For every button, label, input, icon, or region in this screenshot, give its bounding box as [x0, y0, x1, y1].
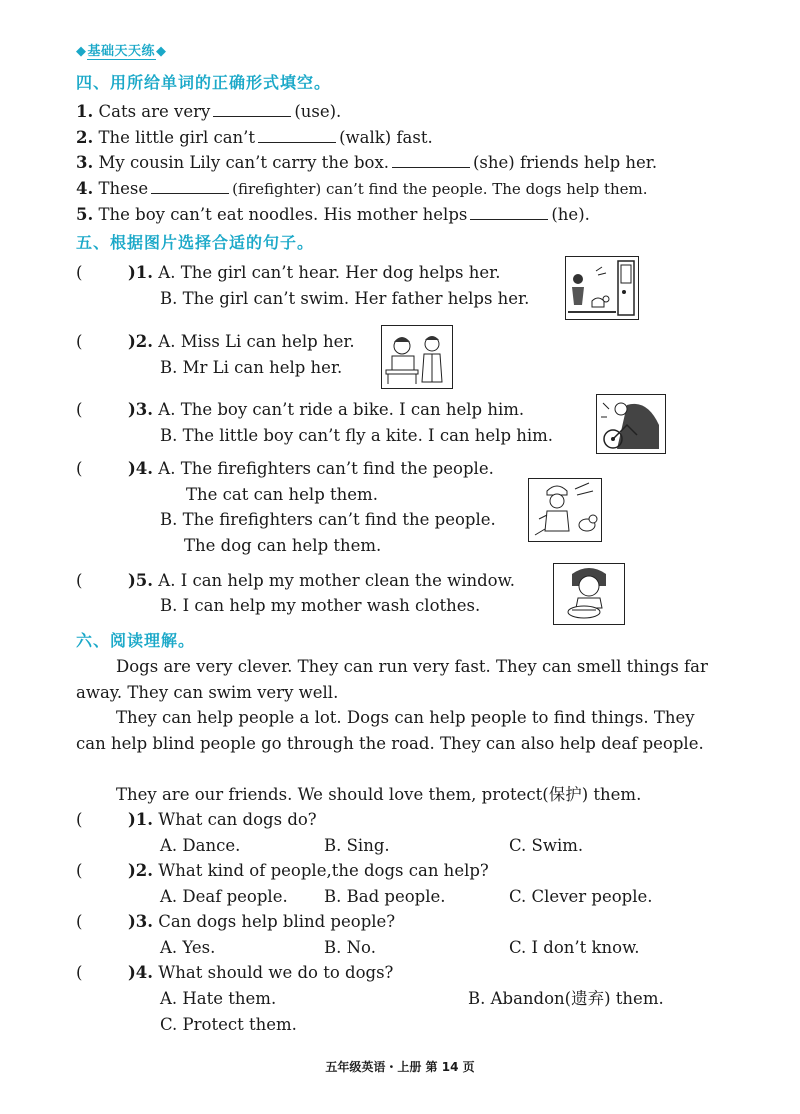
- s6-q3-option-a: A. Yes.: [160, 938, 216, 957]
- s6-q3-option-c: C. I don’t know.: [509, 938, 640, 957]
- option-text: A. I can help my mother clean the window.: [158, 571, 516, 590]
- answer-blank[interactable]: [392, 151, 470, 168]
- s6-q4-option-a: A. Hate them.: [160, 989, 277, 1008]
- s5-q4-option-a: [128, 458, 494, 480]
- item-hint: (use).: [294, 102, 342, 121]
- item-text: The boy can’t eat noodles. His mother helps: [98, 205, 468, 224]
- answer-paren-open[interactable]: (: [76, 810, 83, 829]
- question-number: )4.: [128, 459, 154, 478]
- s5-q3-option-b: B. The little boy can’t fly a kite. I can help him.: [160, 426, 554, 445]
- question-text: Can dogs help blind people?: [158, 912, 396, 931]
- option-text: A. The boy can’t ride a bike. I can help him.: [158, 400, 525, 419]
- passage-paragraph-1: [76, 654, 728, 706]
- s4-item-3: [76, 151, 657, 174]
- paragraph-text: They can help people a lot. Dogs can help people to find things. They can help blind people go through the road. They can also help deaf people.: [76, 708, 704, 753]
- s5-q2-option-a: [128, 331, 355, 353]
- s5-q2-option-b: B. Mr Li can help her.: [160, 358, 343, 377]
- question-number: )1.: [128, 810, 154, 829]
- s4-item-4: [76, 177, 648, 200]
- item-number: 3.: [76, 153, 94, 172]
- question-number: )3.: [128, 912, 154, 931]
- answer-paren-open[interactable]: (: [76, 400, 83, 419]
- s6-q4: [128, 962, 393, 984]
- s6-q1-option-b: B. Sing.: [324, 836, 390, 855]
- s5-q1-option-b: B. The girl can’t swim. Her father helps her.: [160, 289, 530, 308]
- section5-title: 五、根据图片选择合适的句子。: [76, 233, 315, 252]
- answer-paren-open[interactable]: (: [76, 571, 83, 590]
- question-text: What should we do to dogs?: [158, 963, 394, 982]
- question-number: )3.: [128, 400, 154, 419]
- item-text: My cousin Lily can’t carry the box.: [98, 153, 389, 172]
- s4-item-2: [76, 126, 433, 149]
- s5-q5-option-a: [128, 570, 515, 592]
- teacher-student-illustration: [381, 325, 453, 389]
- item-text: Cats are very: [98, 102, 211, 121]
- girl-washing-illustration: [553, 563, 625, 625]
- s6-q3: [128, 911, 395, 933]
- item-text: These: [98, 179, 149, 198]
- answer-blank[interactable]: [213, 100, 291, 117]
- answer-paren-open[interactable]: (: [76, 963, 83, 982]
- item-hint: (firefighter) can’t find the people. The dogs help them.: [232, 180, 648, 198]
- section6-title: 六、阅读理解。: [76, 631, 196, 650]
- question-text: What can dogs do?: [158, 810, 317, 829]
- s6-q2: [128, 860, 489, 882]
- s6-q2-option-c: C. Clever people.: [509, 887, 653, 906]
- s6-q1-option-c: C. Swim.: [509, 836, 584, 855]
- s6-q1-option-a: A. Dance.: [160, 836, 241, 855]
- s5-q5-option-b: B. I can help my mother wash clothes.: [160, 596, 481, 615]
- option-text: A. The firefighters can’t find the people.: [158, 459, 494, 478]
- item-hint: (she) friends help her.: [473, 153, 658, 172]
- question-number: )2.: [128, 332, 154, 351]
- s6-q2-option-a: A. Deaf people.: [160, 887, 288, 906]
- question-number: )2.: [128, 861, 154, 880]
- question-number: )4.: [128, 963, 154, 982]
- s5-q4-option-b-line2: The dog can help them.: [184, 536, 382, 555]
- page-footer: 五年级英语・上册 第 14 页: [325, 1060, 475, 1074]
- s6-q1: [128, 809, 317, 831]
- item-hint: (he).: [551, 205, 590, 224]
- paragraph-text: Dogs are very clever. They can run very fast. They can smell things far away. They can swim very well.: [76, 657, 708, 702]
- s6-q4-option-b: B. Abandon(遗弃) them.: [468, 989, 664, 1008]
- item-hint: (walk) fast.: [339, 128, 433, 147]
- answer-paren-open[interactable]: (: [76, 332, 83, 351]
- section4-title: 四、用所给单词的正确形式填空。: [76, 73, 332, 92]
- answer-blank[interactable]: [470, 203, 548, 220]
- answer-blank[interactable]: [151, 177, 229, 194]
- header-tag-text: 基础天天练: [87, 44, 156, 59]
- paragraph-text: They are our friends. We should love them, protect(保护) them.: [116, 785, 642, 804]
- s6-q4-option-c: C. Protect them.: [160, 1015, 297, 1034]
- question-number: )5.: [128, 571, 154, 590]
- s5-q4-option-b: B. The firefighters can’t find the people.: [160, 510, 496, 529]
- option-text: A. The girl can’t hear. Her dog helps her.: [158, 263, 501, 282]
- firefighter-dog-illustration: [528, 478, 602, 542]
- passage-paragraph-3: [76, 782, 728, 808]
- s6-q3-option-b: B. No.: [324, 938, 376, 957]
- item-number: 4.: [76, 179, 94, 198]
- s5-q1-option-a: [128, 262, 500, 284]
- answer-blank[interactable]: [258, 126, 336, 143]
- s4-item-1: [76, 100, 341, 123]
- option-text: A. Miss Li can help her.: [158, 332, 355, 351]
- item-text: The little girl can’t: [98, 128, 256, 147]
- s4-item-5: [76, 203, 590, 226]
- s5-q4-option-a-line2: The cat can help them.: [186, 485, 378, 504]
- answer-paren-open[interactable]: (: [76, 912, 83, 931]
- answer-paren-open[interactable]: (: [76, 263, 83, 282]
- question-number: )1.: [128, 263, 154, 282]
- item-number: 5.: [76, 205, 94, 224]
- question-text: What kind of people,the dogs can help?: [158, 861, 489, 880]
- item-number: 2.: [76, 128, 94, 147]
- header-tag: ◆基础天天练◆: [76, 44, 167, 59]
- boy-bike-illustration: [596, 394, 666, 454]
- item-number: 1.: [76, 102, 94, 121]
- s5-q3-option-a: [128, 399, 524, 421]
- passage-paragraph-2: [76, 705, 728, 757]
- s6-q2-option-b: B. Bad people.: [324, 887, 446, 906]
- answer-paren-open[interactable]: (: [76, 861, 83, 880]
- girl-dog-door-illustration: [565, 256, 639, 320]
- answer-paren-open[interactable]: (: [76, 459, 83, 478]
